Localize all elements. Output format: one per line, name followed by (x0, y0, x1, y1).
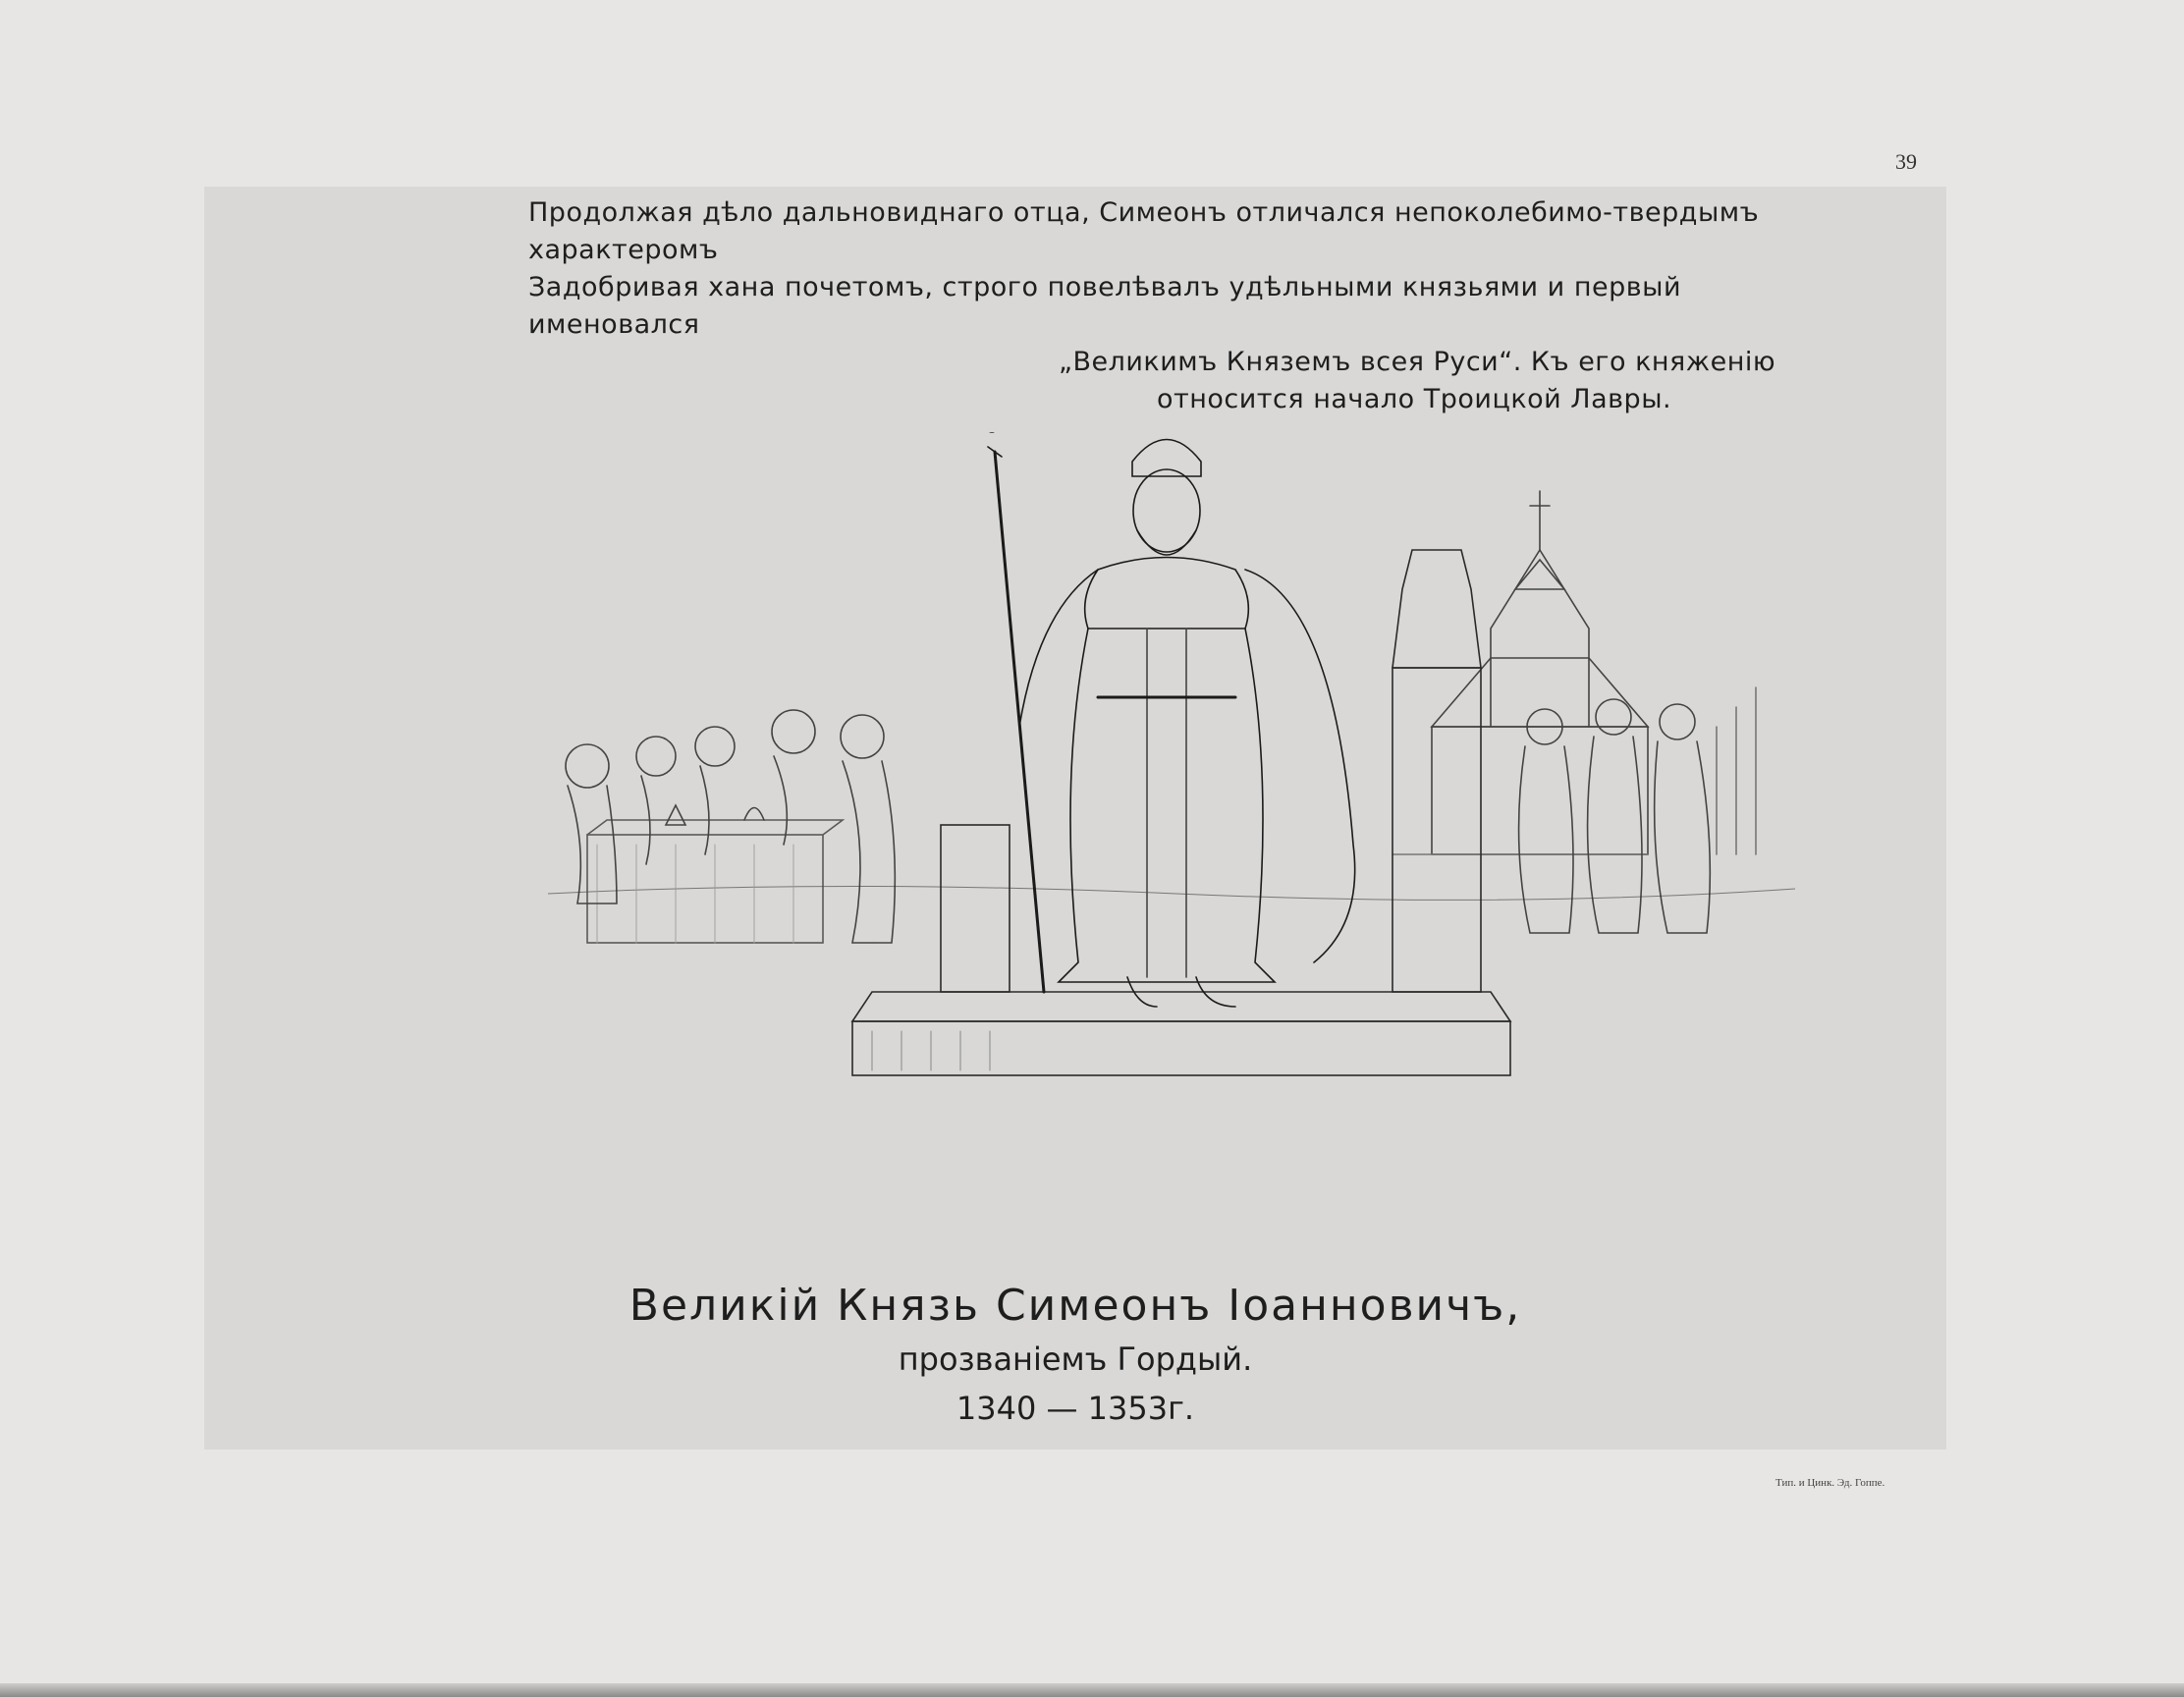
title-subtitle: прозваніемъ Гордый. (898, 1341, 1253, 1378)
title-block (204, 1277, 1946, 1434)
caption-line-4: относится начало Троицкой Лавры. (1157, 384, 1672, 414)
church-scene (1392, 491, 1756, 933)
pedestal (852, 992, 1510, 1075)
caption-line-3: „Великимъ Княземъ всея Руси“. Къ его княженію (1059, 347, 1776, 377)
feast-scene (566, 710, 895, 943)
scan-edge (0, 1683, 2184, 1697)
title-main: Великій Князь Симеонъ Іоанновичъ, (628, 1281, 1522, 1331)
title-years: 1340 — 1353г. (956, 1390, 1195, 1427)
page-number: 39 (1895, 149, 1917, 174)
prince-figure (982, 432, 1355, 1007)
caption-text (528, 194, 1844, 418)
engraving-plate (204, 187, 1946, 1450)
prince-illustration (548, 432, 1795, 1365)
throne (941, 550, 1481, 992)
caption-line-2: Задобривая хана почетомъ, строго повелѣвалъ удѣльными князьями и первый именовался (528, 272, 1681, 340)
caption-line-1: Продолжая дѣло дальновиднаго отца, Симеонъ отличался непоколебимо-твердымъ характеромъ (528, 197, 1760, 265)
printer-credit: Тип. и Цинк. Эд. Гоппе. (1775, 1477, 1885, 1489)
